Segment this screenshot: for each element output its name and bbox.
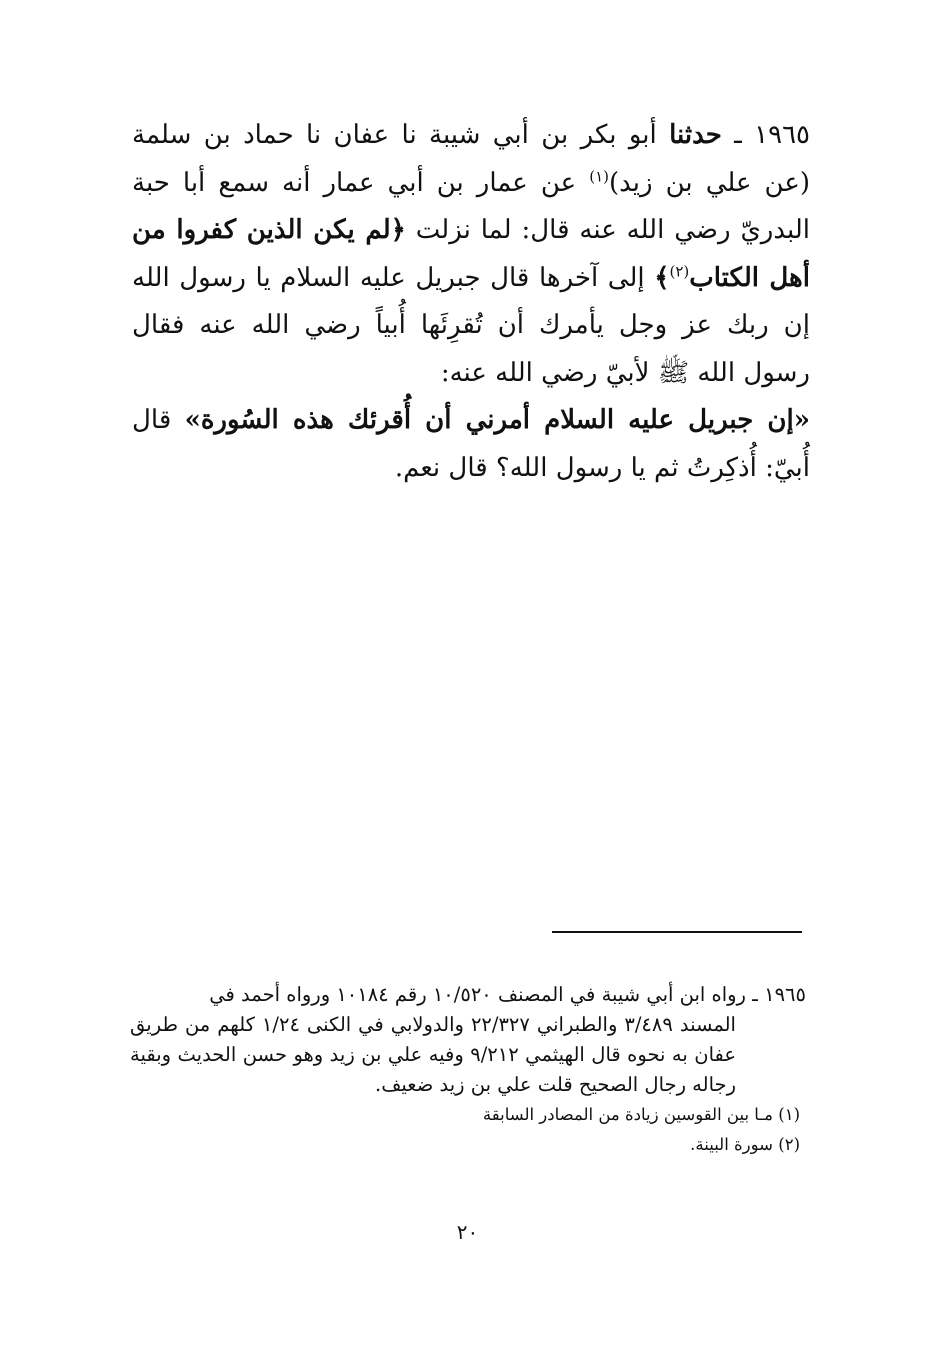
footnote-2: (٢) سورة البينة. xyxy=(690,1135,800,1154)
isnad-part-1: أبو بكر بن أبي شيبة نا عفان نا حماد بن سلمة (عن علي بن زيد) xyxy=(132,120,810,198)
footnote-takhrij xyxy=(130,980,806,1100)
footnote-divider xyxy=(552,931,802,933)
prophet-quote: «إن جبريل عليه السلام أمرني أن أُقرئك هذه السُورة» xyxy=(184,405,810,435)
hadith-body: إلى آخرها قال جبريل عليه السلام يا رسول الله إن ربك عز وجل يأمرك أن تُقرِئَها أُبياً رضي الله عنه فقال رسول الله ﷺ لأبيّ رضي الله عنه: xyxy=(132,262,810,388)
footnotes-section xyxy=(130,980,806,1160)
hadith-separator: ـ xyxy=(721,120,755,150)
quran-close-bracket: ﴾ xyxy=(654,262,670,293)
hadith-quote-paragraph xyxy=(132,397,810,492)
footnote-ref-2: (٢) xyxy=(669,261,690,280)
isnad-part-2: عن عمار بن أبي عمار أنه سمع أبا حبة البدريّ رضي الله عنه قال: لما نزلت xyxy=(132,167,811,245)
quran-verse: ﴿لم يكن الذين كفروا من أهل الكتاب xyxy=(132,215,810,293)
hadith-ending: قال أُبيّ: أُذكِرتُ ثم يا رسول الله؟ قال نعم. xyxy=(132,405,810,483)
footnote-takhrij-continuation: المسند ٣/٤٨٩ والطبراني ٢٢/٣٢٧ والدولابي في الكنى ١/٢٤ كلهم من طريق عفان به نحوه قال الهيثمي ٩/٢١٢ وفيه علي بن زيد وهو حسن الحديث وبقية رجاله رجال الصحيح قلت علي بن زيد ضعيف. xyxy=(130,1013,737,1096)
hadith-text xyxy=(132,112,810,492)
footnote-takhrij-lead: ١٩٦٥ ـ رواه ابن أبي شيبة في المصنف ١٠/٥٢٠ رقم ١٠١٨٤ ورواه أحمد في xyxy=(209,983,806,1006)
haddathana-word: حدثنا xyxy=(669,120,722,150)
hadith-paragraph xyxy=(132,112,810,397)
footnote-1: (١) مـا بين القوسين زيادة من المصادر السابقة xyxy=(482,1105,800,1124)
footnote-ref-1: (١) xyxy=(589,166,609,185)
hadith-number: ١٩٦٥ xyxy=(754,120,810,150)
page-number: ٢٠ xyxy=(456,1220,479,1244)
